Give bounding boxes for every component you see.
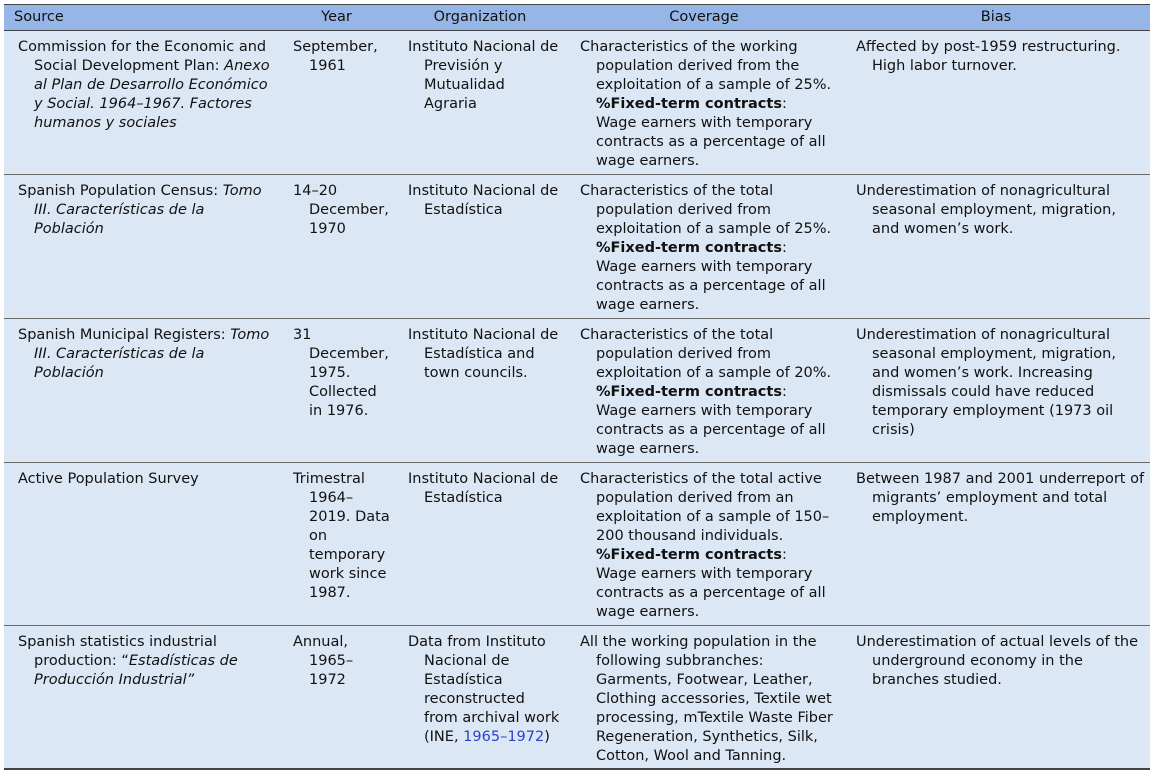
table-row [4, 626, 1150, 770]
header-organization: Organization [433, 9, 527, 25]
table-header [4, 4, 1150, 31]
year-cell: 14–20 December, 1970 [293, 183, 389, 237]
coverage-subheading [580, 383, 838, 402]
bias-cell: Underestimation of actual levels of the underground economy in the branches studied. [856, 634, 1139, 688]
bias-cell: Between 1987 and 2001 underreport of migrants’ employment and total employment. [856, 471, 1145, 525]
source-title: Estadísticas de Producción Industrial” [34, 653, 238, 688]
coverage-detail: Wage earners with temporary contracts as a percentage of all wage earners. [596, 566, 826, 620]
header-year: Year [321, 9, 352, 25]
coverage-detail: Wage earners with temporary contracts as a percentage of all wage earners. [596, 259, 826, 313]
bias-cell: Affected by post-1959 restructuring. High labor turnover. [856, 39, 1121, 74]
coverage-cell: All the working population in the following subbranches: Garments, Footwear, Leather, Clothing accessories, Textile wet processing, mTextile Waste Fiber Regeneration, Synthetics, Silk, Cotton, Wool and Tanning. [580, 634, 833, 764]
coverage-bold: %Fixed-term contracts [596, 547, 782, 563]
coverage-subheading [580, 546, 838, 565]
organization-cell: Instituto Nacional de Previsión y Mutualidad Agraria [408, 39, 559, 112]
coverage-main: Characteristics of the total population derived from exploitation of a sample of 20%. [580, 327, 832, 381]
coverage-colon: : [781, 547, 787, 563]
year-cell: Trimestral 1964–2019. Data on temporary work since 1987. [293, 471, 390, 601]
coverage-cell [566, 463, 842, 625]
coverage-colon: : [781, 384, 787, 400]
year-cell: 31 December, 1975. Collected in 1976. [293, 327, 389, 419]
table-row [4, 175, 1150, 319]
coverage-colon: : [781, 96, 787, 112]
source-cell [4, 319, 279, 462]
coverage-bold: %Fixed-term contracts [596, 384, 782, 400]
source-cell [4, 31, 279, 174]
source-cell [4, 463, 279, 625]
organization-cell [394, 626, 566, 768]
coverage-cell [566, 31, 842, 174]
coverage-bold: %Fixed-term contracts [596, 240, 782, 256]
organization-cell: Instituto Nacional de Estadística [408, 183, 559, 218]
bias-cell: Underestimation of nonagricultural seasonal employment, migration, and women’s work. Increasing dismissals could have reduced temporary employment (1973 oil crisis) [856, 327, 1116, 438]
source-text: Spanish Municipal Registers: [18, 327, 231, 343]
header-source: Source [14, 9, 64, 25]
source-title: Tomo III. Características de la Población [34, 327, 270, 381]
table-row [4, 463, 1150, 626]
coverage-colon: : [781, 240, 787, 256]
coverage-main: Characteristics of the working population derived from the exploitation of a sample of 25%. [580, 39, 832, 93]
source-title: Tomo III. Características de la Población [34, 183, 262, 237]
coverage-subheading [580, 95, 838, 114]
coverage-cell [566, 175, 842, 318]
coverage-cell [566, 319, 842, 462]
coverage-main: Characteristics of the total active population derived from an exploitation of a sample of 150–200 thousand individuals. [580, 471, 830, 544]
table-row [4, 319, 1150, 463]
table-row [4, 31, 1150, 175]
coverage-main: Characteristics of the total population derived from exploitation of a sample of 25%. [580, 183, 832, 237]
coverage-detail: Wage earners with temporary contracts as a percentage of all wage earners. [596, 403, 826, 457]
source-title: Anexo al Plan de Desarrollo Económico y Social. 1964–1967. Factores humanos y sociales [34, 58, 270, 131]
citation-link[interactable]: 1965–1972 [463, 729, 545, 745]
source-cell [4, 175, 279, 318]
source-text: Spanish Population Census: [18, 183, 223, 199]
year-cell: Annual, 1965–1972 [293, 634, 354, 688]
source-cell [4, 626, 279, 768]
organization-close: ) [544, 729, 550, 745]
sources-table [4, 4, 1150, 770]
organization-text: Data from Instituto Nacional de Estadística reconstructed from archival work (INE, [408, 634, 560, 745]
coverage-subheading [580, 239, 838, 258]
coverage-bold: %Fixed-term contracts [596, 96, 782, 112]
header-bias: Bias [980, 9, 1012, 25]
source-text: Spanish statistics industrial production: “ [18, 634, 217, 669]
source-text: Commission for the Economic and Social Development Plan: [18, 39, 267, 74]
organization-cell: Instituto Nacional de Estadística and town councils. [408, 327, 559, 381]
header-coverage: Coverage [669, 9, 739, 25]
coverage-detail: Wage earners with temporary contracts as a percentage of all wage earners. [596, 115, 826, 169]
source-text: Active Population Survey [18, 471, 199, 487]
bias-cell: Underestimation of nonagricultural seasonal employment, migration, and women’s work. [856, 183, 1116, 237]
organization-cell: Instituto Nacional de Estadística [408, 471, 559, 506]
year-cell: September, 1961 [293, 39, 378, 74]
